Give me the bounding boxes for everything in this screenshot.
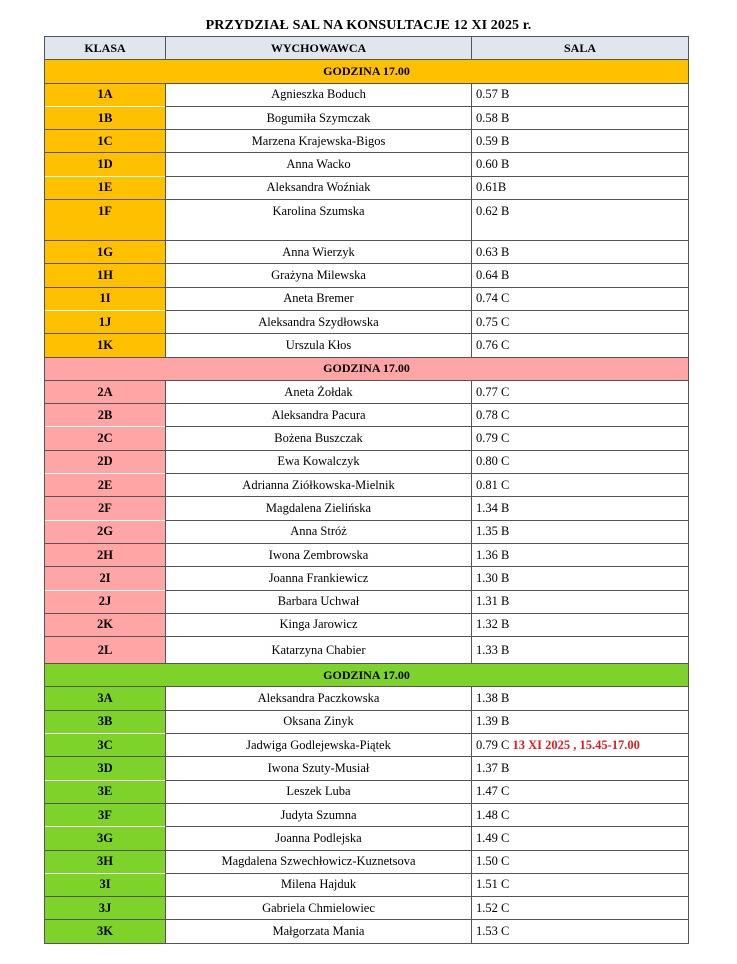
table-row (45, 637, 689, 664)
table-row (45, 83, 689, 106)
sala-value: 1.52 C (476, 900, 510, 915)
sala-value: 1.50 C (476, 854, 510, 869)
wychowawca-cell: Anna Stróż (166, 520, 472, 543)
sala-cell (472, 873, 689, 896)
table-row (45, 734, 689, 757)
sala-cell (472, 543, 689, 566)
wychowawca-cell: Katarzyna Chabier (166, 637, 472, 664)
klasa-cell: 2K (45, 613, 166, 636)
table-row (45, 310, 689, 333)
table-body (45, 60, 689, 943)
klasa-cell: 2A (45, 380, 166, 403)
sala-cell (472, 287, 689, 310)
klasa-cell: 3D (45, 757, 166, 780)
table-row (45, 497, 689, 520)
klasa-cell: 3I (45, 873, 166, 896)
klasa-cell: 3C (45, 734, 166, 757)
table-row (45, 920, 689, 943)
wychowawca-cell: Ewa Kowalczyk (166, 450, 472, 473)
sala-value: 1.37 B (476, 760, 510, 775)
table-row (45, 590, 689, 613)
sala-cell (472, 734, 689, 757)
klasa-cell: 2G (45, 520, 166, 543)
sala-cell (472, 450, 689, 473)
room-assignment-table (44, 36, 689, 944)
sala-value: 1.47 C (476, 784, 510, 799)
wychowawca-cell: Bogumiła Szymczak (166, 106, 472, 129)
table-row (45, 200, 689, 241)
sala-value: 0.75 C (476, 314, 510, 329)
sala-value: 0.63 B (476, 244, 510, 259)
klasa-cell: 2D (45, 450, 166, 473)
table-row (45, 613, 689, 636)
klasa-cell: 1E (45, 176, 166, 199)
sala-cell (472, 241, 689, 264)
sala-value: 0.61B (476, 180, 507, 195)
klasa-cell: 1H (45, 264, 166, 287)
sala-value: 0.58 B (476, 110, 510, 125)
sala-value: 1.39 B (476, 714, 510, 729)
sala-cell (472, 83, 689, 106)
wychowawca-cell: Judyta Szumna (166, 803, 472, 826)
wychowawca-cell: Magdalena Zielińska (166, 497, 472, 520)
table-row (45, 897, 689, 920)
sala-cell (472, 827, 689, 850)
wychowawca-cell: Milena Hajduk (166, 873, 472, 896)
sala-cell (472, 803, 689, 826)
table-row (45, 176, 689, 199)
sala-cell (472, 637, 689, 664)
sala-value: 0.57 B (476, 87, 510, 102)
wychowawca-cell: Grażyna Milewska (166, 264, 472, 287)
section-label: GODZINA 17.00 (45, 357, 689, 380)
sala-value: 0.80 C (476, 454, 510, 469)
sala-cell (472, 780, 689, 803)
sala-cell (472, 427, 689, 450)
section-header (45, 357, 689, 380)
sala-cell (472, 920, 689, 943)
wychowawca-cell: Barbara Uchwał (166, 590, 472, 613)
klasa-cell: 1A (45, 83, 166, 106)
header-sala: SALA (472, 37, 689, 60)
header-klasa: KLASA (45, 37, 166, 60)
wychowawca-cell: Aleksandra Szydłowska (166, 310, 472, 333)
sala-cell (472, 897, 689, 920)
sala-value: 0.76 C (476, 337, 510, 352)
wychowawca-cell: Marzena Krajewska-Bigos (166, 130, 472, 153)
klasa-cell: 2L (45, 637, 166, 664)
wychowawca-cell: Aleksandra Woźniak (166, 176, 472, 199)
klasa-cell: 1K (45, 334, 166, 357)
wychowawca-cell: Iwona Szuty-Musiał (166, 757, 472, 780)
table-row (45, 334, 689, 357)
klasa-cell: 3E (45, 780, 166, 803)
table-row (45, 827, 689, 850)
sala-value: 0.77 C (476, 384, 510, 399)
page-title: PRZYDZIAŁ SAL NA KONSULTACJE 12 XI 2025 r. (205, 18, 532, 33)
section-label: GODZINA 17.00 (45, 60, 689, 83)
wychowawca-cell: Adrianna Ziółkowska-Mielnik (166, 474, 472, 497)
wychowawca-cell: Leszek Luba (166, 780, 472, 803)
sala-value: 0.79 C (476, 737, 510, 752)
klasa-cell: 1G (45, 241, 166, 264)
table-row (45, 474, 689, 497)
klasa-cell: 1C (45, 130, 166, 153)
table-row (45, 264, 689, 287)
wychowawca-cell: Magdalena Szwechłowicz-Kuznetsova (166, 850, 472, 873)
sala-value: 1.35 B (476, 524, 510, 539)
sala-value: 0.59 B (476, 133, 510, 148)
klasa-cell: 2B (45, 404, 166, 427)
sala-cell (472, 380, 689, 403)
sala-value: 1.36 B (476, 547, 510, 562)
klasa-cell: 2F (45, 497, 166, 520)
klasa-cell: 3B (45, 710, 166, 733)
wychowawca-cell: Jadwiga Godlejewska-Piątek (166, 734, 472, 757)
table-row (45, 687, 689, 710)
sala-value: 0.60 B (476, 157, 510, 172)
table-row (45, 850, 689, 873)
table-row (45, 757, 689, 780)
klasa-cell: 3A (45, 687, 166, 710)
sala-value: 1.38 B (476, 691, 510, 706)
sala-value: 0.64 B (476, 268, 510, 283)
klasa-cell: 3G (45, 827, 166, 850)
sala-cell (472, 520, 689, 543)
sala-cell (472, 153, 689, 176)
sala-value: 0.79 C (476, 431, 510, 446)
wychowawca-cell: Aneta Żołdak (166, 380, 472, 403)
table-row (45, 287, 689, 310)
sala-value: 1.53 C (476, 924, 510, 939)
wychowawca-cell: Karolina Szumska (166, 200, 472, 241)
wychowawca-cell: Bożena Buszczak (166, 427, 472, 450)
wychowawca-cell: Aleksandra Paczkowska (166, 687, 472, 710)
table-row (45, 780, 689, 803)
table-row (45, 450, 689, 473)
wychowawca-cell: Anna Wierzyk (166, 241, 472, 264)
header-row (45, 37, 689, 60)
klasa-cell: 3K (45, 920, 166, 943)
klasa-cell: 2I (45, 567, 166, 590)
wychowawca-cell: Joanna Frankiewicz (166, 567, 472, 590)
table-row (45, 567, 689, 590)
wychowawca-cell: Iwona Zembrowska (166, 543, 472, 566)
table-row (45, 520, 689, 543)
sala-cell (472, 200, 689, 241)
table-row (45, 130, 689, 153)
wychowawca-cell: Agnieszka Boduch (166, 83, 472, 106)
sala-value: 0.81 C (476, 477, 510, 492)
table-row (45, 241, 689, 264)
sala-cell (472, 850, 689, 873)
section-label: GODZINA 17.00 (45, 664, 689, 687)
wychowawca-cell: Małgorzata Mania (166, 920, 472, 943)
sala-cell (472, 613, 689, 636)
klasa-cell: 2E (45, 474, 166, 497)
sala-value: 1.48 C (476, 807, 510, 822)
sala-value: 1.32 B (476, 617, 510, 632)
sala-cell (472, 106, 689, 129)
table-row (45, 427, 689, 450)
wychowawca-cell: Oksana Zinyk (166, 710, 472, 733)
klasa-cell: 2C (45, 427, 166, 450)
klasa-cell: 1D (45, 153, 166, 176)
sala-value: 0.62 B (476, 204, 510, 219)
header-wychowawca: WYCHOWAWCA (166, 37, 472, 60)
sala-cell (472, 404, 689, 427)
wychowawca-cell: Kinga Jarowicz (166, 613, 472, 636)
klasa-cell: 3F (45, 803, 166, 826)
table-row (45, 380, 689, 403)
sala-cell (472, 130, 689, 153)
table-row (45, 873, 689, 896)
sala-cell (472, 687, 689, 710)
sala-cell (472, 590, 689, 613)
table-row (45, 106, 689, 129)
klasa-cell: 2H (45, 543, 166, 566)
sala-cell (472, 757, 689, 780)
sala-cell (472, 474, 689, 497)
wychowawca-cell: Urszula Kłos (166, 334, 472, 357)
table-row (45, 404, 689, 427)
wychowawca-cell: Gabriela Chmielowiec (166, 897, 472, 920)
klasa-cell: 1F (45, 200, 166, 241)
klasa-cell: 2J (45, 590, 166, 613)
sala-value: 1.51 C (476, 877, 510, 892)
sala-value: 1.49 C (476, 830, 510, 845)
table-row (45, 543, 689, 566)
wychowawca-cell: Anna Wacko (166, 153, 472, 176)
klasa-cell: 1I (45, 287, 166, 310)
table-row (45, 153, 689, 176)
table-row (45, 710, 689, 733)
sala-cell (472, 334, 689, 357)
wychowawca-cell: Aleksandra Pacura (166, 404, 472, 427)
sala-cell (472, 176, 689, 199)
klasa-cell: 1J (45, 310, 166, 333)
sala-cell (472, 567, 689, 590)
wychowawca-cell: Joanna Podlejska (166, 827, 472, 850)
sala-value: 1.33 B (476, 642, 510, 657)
klasa-cell: 1B (45, 106, 166, 129)
sala-value: 1.31 B (476, 594, 510, 609)
section-header (45, 664, 689, 687)
sala-cell (472, 497, 689, 520)
sala-cell (472, 710, 689, 733)
sala-value: 1.34 B (476, 500, 510, 515)
sala-cell (472, 264, 689, 287)
sala-note: 13 XI 2025 , 15.45-17.00 (512, 737, 640, 752)
sala-value: 0.78 C (476, 407, 510, 422)
sala-value: 1.30 B (476, 570, 510, 585)
table-row (45, 803, 689, 826)
klasa-cell: 3J (45, 897, 166, 920)
sala-cell (472, 310, 689, 333)
klasa-cell: 3H (45, 850, 166, 873)
sala-value: 0.74 C (476, 291, 510, 306)
section-header (45, 60, 689, 83)
wychowawca-cell: Aneta Bremer (166, 287, 472, 310)
